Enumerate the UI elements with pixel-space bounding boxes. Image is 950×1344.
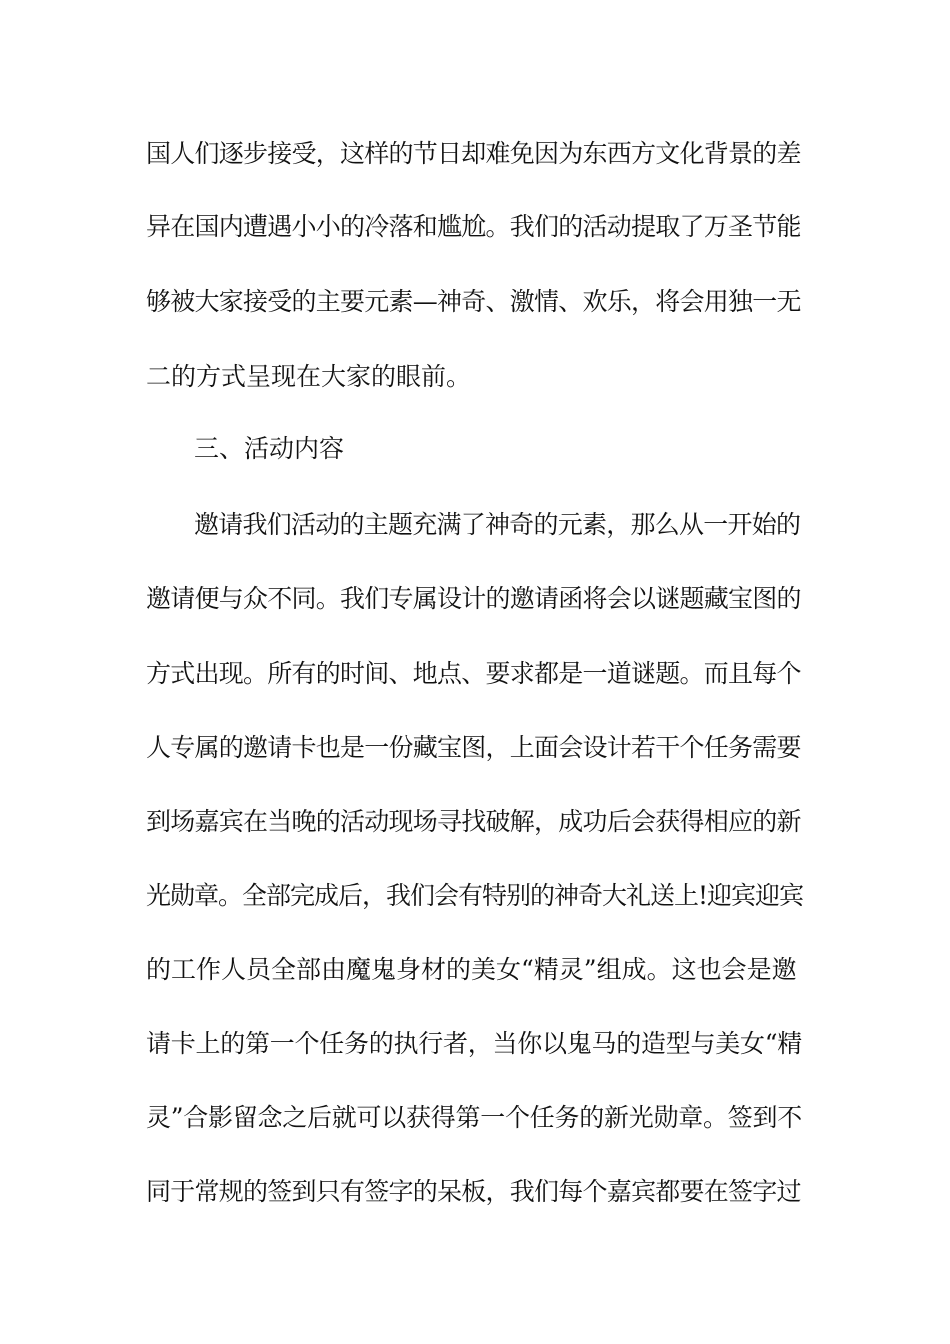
paragraph-line: 人专属的邀请卡也是一份藏宝图，上面会设计若干个任务需要 <box>146 733 801 762</box>
paragraph-line: 的工作人员全部由魔鬼身材的美女“精灵”组成。这也会是邀 <box>146 955 797 984</box>
paragraph-line: 灵”合影留念之后就可以获得第一个任务的新光勋章。签到不 <box>146 1103 803 1132</box>
paragraph-line: 到场嘉宾在当晚的活动现场寻找破解，成功后会获得相应的新 <box>146 807 801 836</box>
paragraph-line: 二的方式呈现在大家的眼前。 <box>146 362 472 391</box>
paragraph-line: 异在国内遭遇小小的冷落和尴尬。我们的活动提取了万圣节能 <box>146 212 801 241</box>
paragraph-line: 邀请我们活动的主题充满了神奇的元素，那么从一开始的 <box>194 510 801 539</box>
paragraph-line: 同于常规的签到只有签字的呆板，我们每个嘉宾都要在签字过 <box>146 1177 801 1206</box>
paragraph-line: 光勋章。全部完成后，我们会有特别的神奇大礼送上!迎宾迎宾 <box>146 881 804 910</box>
paragraph-line: 邀请便与众不同。我们专属设计的邀请函将会以谜题藏宝图的 <box>146 584 801 613</box>
paragraph-line: 够被大家接受的主要元素—神奇、激情、欢乐，将会用独一无 <box>146 287 801 316</box>
section-heading: 三、活动内容 <box>194 434 345 463</box>
paragraph-line: 国人们逐步接受，这样的节日却难免因为东西方文化背景的差 <box>146 139 801 168</box>
paragraph-line: 方式出现。所有的时间、地点、要求都是一道谜题。而且每个 <box>146 659 801 688</box>
paragraph-line: 请卡上的第一个任务的执行者，当你以鬼马的造型与美女“精 <box>146 1029 803 1058</box>
